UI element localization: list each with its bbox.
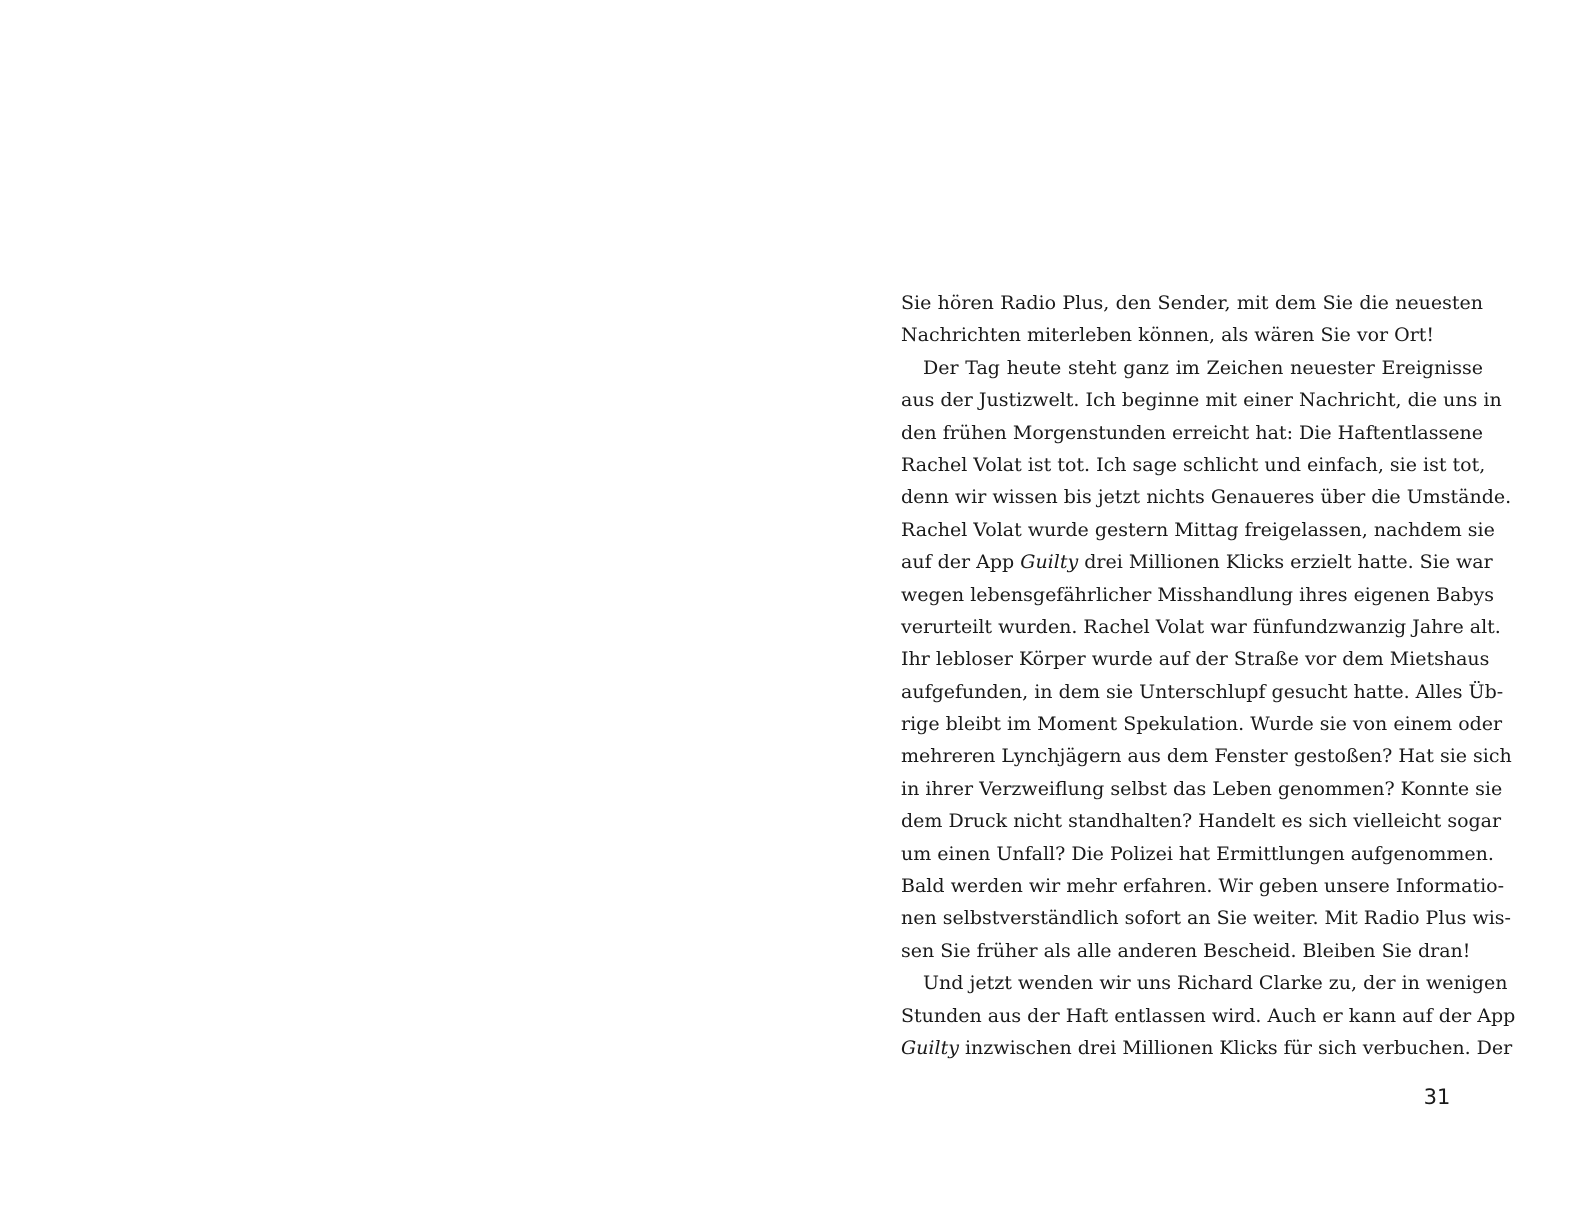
- line-head: auf der App: [901, 551, 1015, 574]
- text-line: Bald werden wir mehr erfahren. Wir geben unsere Informatio-: [901, 875, 1505, 898]
- text-line: denn wir wissen bis jetzt nichts Genaueres über die Umstände.: [901, 486, 1512, 509]
- text-line: wegen lebensgefährlicher Misshandlung ihres eigenen Babys: [901, 583, 1494, 606]
- text-line: sen Sie früher als alle anderen Bescheid. Bleiben Sie dran!: [901, 939, 1471, 962]
- text-line: mehreren Lynchjägern aus dem Fenster gestoßen? Hat sie sich: [901, 745, 1512, 768]
- right-page: [797, 0, 1594, 1217]
- body-text: [901, 287, 1516, 1064]
- text-line: Und jetzt wenden wir uns Richard Clarke zu, der in wenigen: [923, 972, 1508, 995]
- text-line-with-italic: [901, 546, 1493, 578]
- text-line: verurteilt wurden. Rachel Volat war fünfundzwanzig Jahre alt.: [901, 615, 1501, 638]
- text-line: aus der Justizwelt. Ich beginne mit einer Nachricht, die uns in: [901, 389, 1502, 412]
- text-line: Stunden aus der Haft entlassen wird. Auch er kann auf der App: [901, 1004, 1516, 1027]
- text-line: in ihrer Verzweiflung selbst das Leben genommen? Konnte sie: [901, 777, 1503, 800]
- text-line: dem Druck nicht standhalten? Handelt es sich vielleicht sogar: [901, 810, 1502, 833]
- text-line: Sie hören Radio Plus, den Sender, mit dem Sie die neuesten: [901, 292, 1483, 314]
- text-line-with-italic: [901, 1032, 1513, 1064]
- italic-app-name: Guilty: [901, 1036, 959, 1059]
- text-line: Rachel Volat wurde gestern Mittag freigelassen, nachdem sie: [901, 518, 1495, 541]
- text-line: Ihr lebloser Körper wurde auf der Straße vor dem Mietshaus: [901, 648, 1490, 671]
- text-line: aufgefunden, in dem sie Unterschlupf gesucht hatte. Alles Üb-: [901, 680, 1504, 703]
- page-number: 31: [1423, 1085, 1451, 1109]
- text-line: um einen Unfall? Die Polizei hat Ermittlungen aufgenommen.: [901, 842, 1494, 865]
- line-tail: inzwischen drei Millionen Klicks für sich verbuchen. Der: [964, 1036, 1513, 1059]
- text-line: den frühen Morgenstunden erreicht hat: Die Haftentlassene: [901, 421, 1483, 444]
- line-tail: drei Millionen Klicks erzielt hatte. Sie war: [1084, 551, 1493, 574]
- text-line: Nachrichten miterleben können, als wären Sie vor Ort!: [901, 324, 1435, 347]
- italic-app-name: Guilty: [1020, 551, 1079, 574]
- text-line: rige bleibt im Moment Spekulation. Wurde sie von einem oder: [901, 713, 1503, 736]
- text-line: Rachel Volat ist tot. Ich sage schlicht und einfach, sie ist tot,: [901, 453, 1486, 476]
- text-line: nen selbstverständlich sofort an Sie weiter. Mit Radio Plus wis-: [901, 907, 1511, 930]
- text-line: Der Tag heute steht ganz im Zeichen neuester Ereignisse: [923, 356, 1483, 379]
